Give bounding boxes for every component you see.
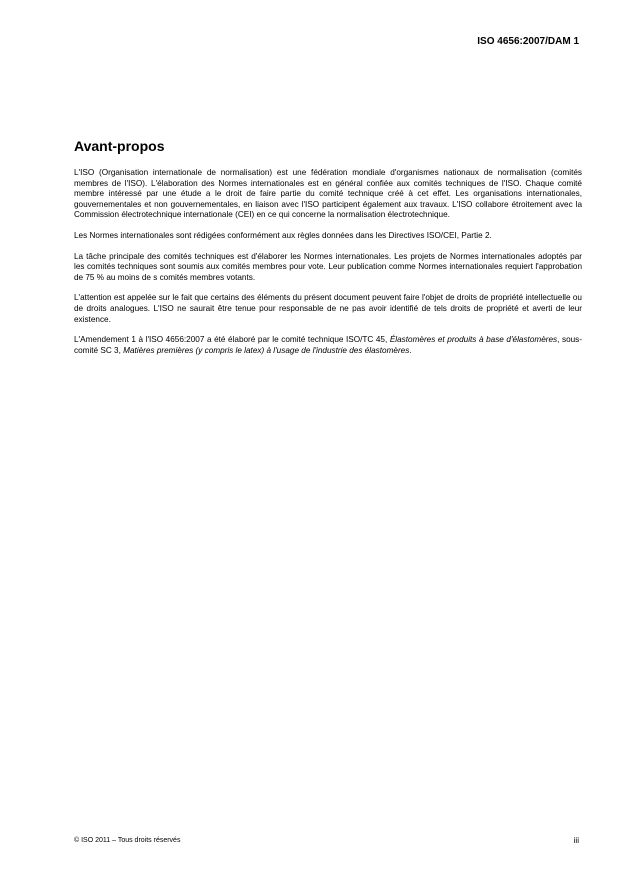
committee-name: Élastomères et produits à base d'élastomères xyxy=(389,335,558,345)
subcommittee-name: Matières premières (y compris le latex) à l'usage de l'industrie des élastomères xyxy=(123,345,410,355)
amendment-end: . xyxy=(409,345,412,355)
page-number: iii xyxy=(573,836,579,845)
amendment-intro: L'Amendement 1 à l'ISO 4656:2007 a été élaboré par le comité technique ISO/TC 45, xyxy=(74,335,390,345)
paragraph-committee-tasks: La tâche principale des comités techniques est d'élaborer les Normes internationales. Les projets de Normes internationales adoptés par les comités techniques sont soumis aux comités membres pour vote. Leur publication comme Normes internationales requiert l'approbation de 75 % au moins de s comités membres votants. xyxy=(74,251,582,282)
foreword-body xyxy=(74,168,582,366)
copyright-notice: © ISO 2011 – Tous droits réservés xyxy=(74,837,181,844)
paragraph-amendment xyxy=(74,335,582,356)
paragraph-drafting-rules: Les Normes internationales sont rédigées conformément aux règles données dans les Directives ISO/CEI, Partie 2. xyxy=(74,230,492,240)
page-title: Avant-propos xyxy=(74,138,165,154)
amendment-middle: , sous-comité SC 3, xyxy=(74,335,583,355)
paragraph-iso-intro: L'ISO (Organisation internationale de normalisation) est une fédération mondiale d'organismes nationaux de normalisation (comités membres de l'ISO). L'élaboration des Normes internationales est en général confiée aux comités techniques de l'ISO. Chaque comité membre intéressé par une étude a le droit de faire partie du comité technique créé à cet effet. Les organisations internationales, gouvernementales et non gouvernementales, en liaison avec l'ISO participent également aux travaux. L'ISO collabore étroitement avec la Commission électrotechnique internationale (CEI) en ce qui concerne la normalisation électrotechnique. xyxy=(74,168,582,220)
document-id: ISO 4656:2007/DAM 1 xyxy=(477,36,579,47)
paragraph-patent-notice: L'attention est appelée sur le fait que certains des éléments du présent document peuvent faire l'objet de droits de propriété intellectuelle ou de droits analogues. L'ISO ne saurait être tenue pour responsable de ne pas avoir identifié de tels droits de propriété et averti de leur existence. xyxy=(74,293,582,324)
